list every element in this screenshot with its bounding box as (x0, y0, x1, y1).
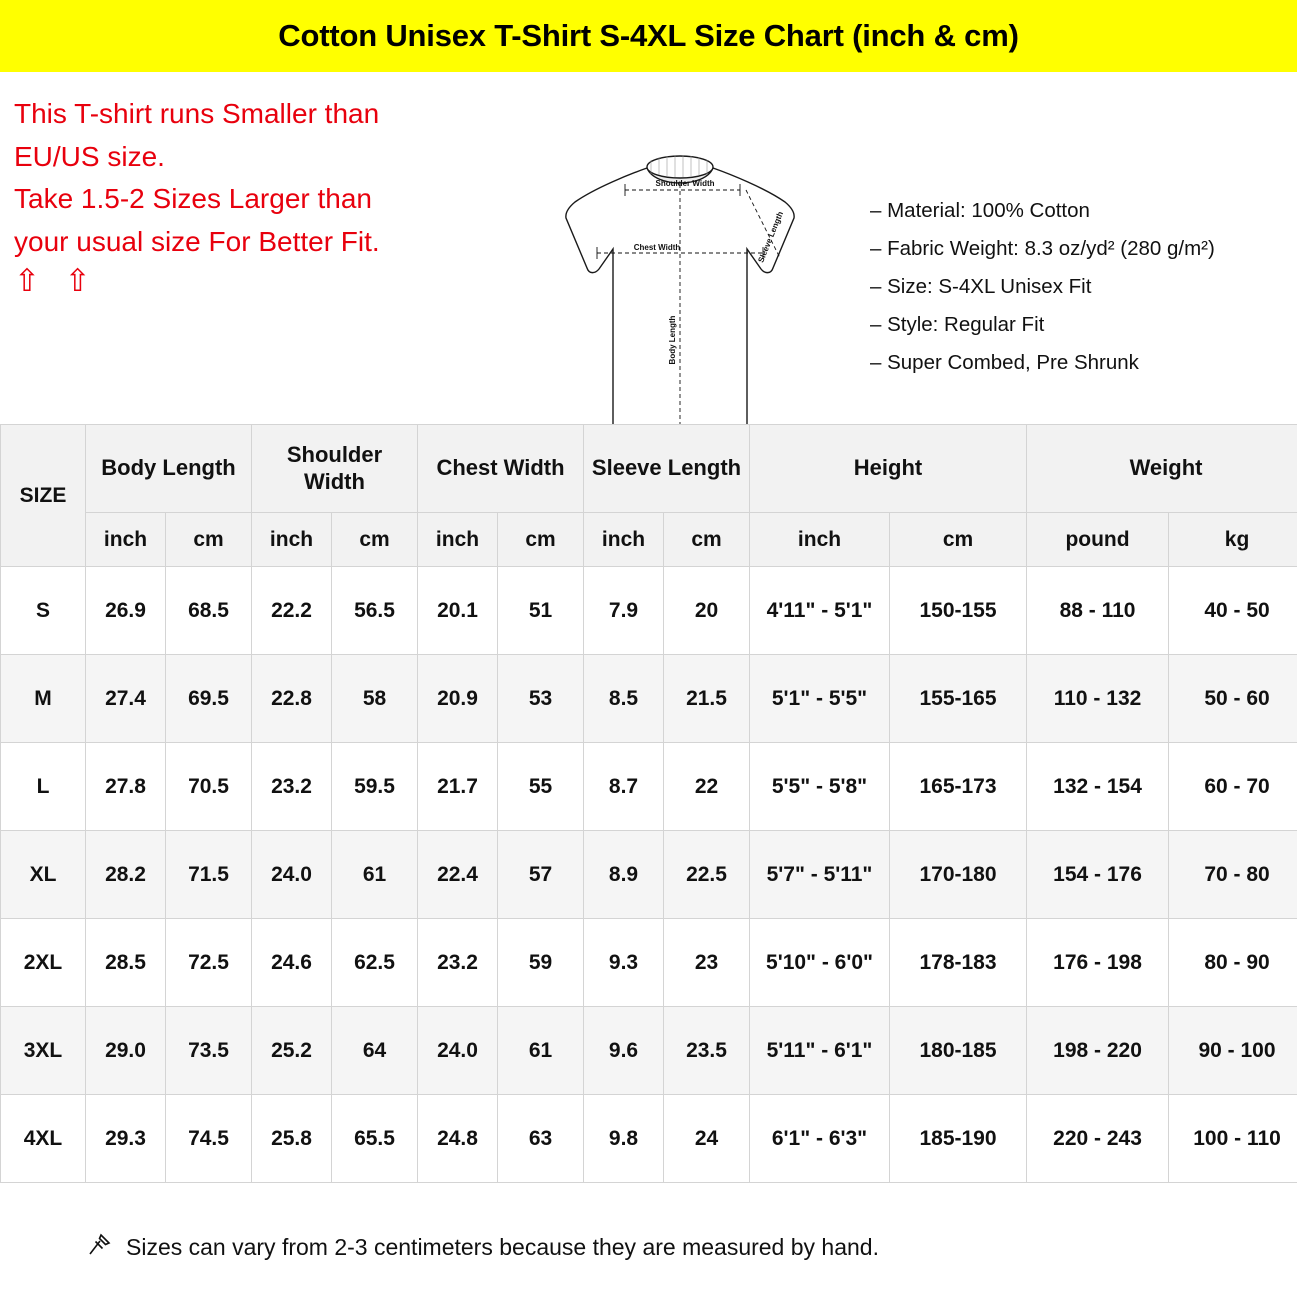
header-size: SIZE (1, 425, 86, 567)
fit-notice (0, 72, 500, 424)
cell-height-cm: 178-183 (890, 919, 1027, 1007)
cell-chest-inch: 22.4 (418, 831, 498, 919)
cell-body-inch: 28.2 (86, 831, 166, 919)
cell-shoulder-inch: 23.2 (252, 743, 332, 831)
footer-note: Sizes can vary from 2-3 centimeters because they are measured by hand. (126, 1233, 879, 1260)
unit-body-cm: cm (166, 513, 252, 567)
notice-line-4: your usual size For Better Fit. (14, 225, 380, 257)
cell-chest-cm: 53 (498, 655, 584, 743)
cell-shoulder-cm: 59.5 (332, 743, 418, 831)
cell-chest-inch: 24.8 (418, 1095, 498, 1183)
cell-sleeve-inch: 9.6 (584, 1007, 664, 1095)
unit-chest-cm: cm (498, 513, 584, 567)
cell-sleeve-inch: 8.7 (584, 743, 664, 831)
cell-height-inch: 6'1" - 6'3" (750, 1095, 890, 1183)
header-body-length: Body Length (86, 425, 252, 513)
cell-weight-pound: 220 - 243 (1027, 1095, 1169, 1183)
spec-item: – Material: 100% Cotton (870, 199, 1090, 222)
cell-body-cm: 73.5 (166, 1007, 252, 1095)
cell-height-inch: 5'1" - 5'5" (750, 655, 890, 743)
cell-shoulder-inch: 24.0 (252, 831, 332, 919)
cell-body-cm: 68.5 (166, 567, 252, 655)
header-height: Height (750, 425, 1027, 513)
cell-height-cm: 170-180 (890, 831, 1027, 919)
unit-weight-pound: pound (1027, 513, 1169, 567)
header-weight: Weight (1027, 425, 1297, 513)
cell-height-inch: 5'11" - 6'1" (750, 1007, 890, 1095)
cell-sleeve-cm: 24 (664, 1095, 750, 1183)
unit-height-cm: cm (890, 513, 1027, 567)
unit-chest-inch: inch (418, 513, 498, 567)
cell-shoulder-inch: 25.2 (252, 1007, 332, 1095)
cell-chest-inch: 23.2 (418, 919, 498, 1007)
cell-size: 4XL (1, 1095, 86, 1183)
cell-body-inch: 26.9 (86, 567, 166, 655)
cell-chest-cm: 61 (498, 1007, 584, 1095)
cell-chest-inch: 20.1 (418, 567, 498, 655)
cell-size: S (1, 567, 86, 655)
spec-item: – Super Combed, Pre Shrunk (870, 351, 1139, 375)
up-arrows-icon: ⇧ ⇧ (14, 263, 99, 299)
cell-body-inch: 29.3 (86, 1095, 166, 1183)
cell-chest-cm: 57 (498, 831, 584, 919)
cell-weight-pound: 198 - 220 (1027, 1007, 1169, 1095)
label-sleeve-length: Sleeve Length (756, 210, 786, 264)
table-row (1, 655, 1297, 743)
cell-sleeve-cm: 22 (664, 743, 750, 831)
cell-height-cm: 155-165 (890, 655, 1027, 743)
cell-sleeve-cm: 20 (664, 567, 750, 655)
cell-sleeve-inch: 7.9 (584, 567, 664, 655)
cell-body-cm: 72.5 (166, 919, 252, 1007)
cell-weight-kg: 80 - 90 (1169, 919, 1297, 1007)
product-specs (860, 72, 1297, 424)
table-row (1, 1095, 1297, 1183)
size-chart-table (0, 424, 1297, 1183)
size-table-area (0, 424, 1297, 1205)
unit-sleeve-cm: cm (664, 513, 750, 567)
cell-height-cm: 150-155 (890, 567, 1027, 655)
unit-sleeve-inch: inch (584, 513, 664, 567)
cell-body-inch: 27.8 (86, 743, 166, 831)
cell-weight-pound: 110 - 132 (1027, 655, 1169, 743)
cell-size: L (1, 743, 86, 831)
cell-body-inch: 27.4 (86, 655, 166, 743)
cell-body-cm: 69.5 (166, 655, 252, 743)
cell-sleeve-cm: 23.5 (664, 1007, 750, 1095)
cell-chest-inch: 20.9 (418, 655, 498, 743)
label-chest-width: Chest Width (633, 243, 681, 252)
cell-shoulder-cm: 58 (332, 655, 418, 743)
unit-weight-kg: kg (1169, 513, 1297, 567)
cell-chest-cm: 55 (498, 743, 584, 831)
cell-sleeve-inch: 9.8 (584, 1095, 664, 1183)
cell-body-inch: 29.0 (86, 1007, 166, 1095)
header-chest-width: Chest Width (418, 425, 584, 513)
header-sleeve-length: Sleeve Length (584, 425, 750, 513)
cell-shoulder-cm: 64 (332, 1007, 418, 1095)
cell-weight-pound: 88 - 110 (1027, 567, 1169, 655)
unit-shoulder-inch: inch (252, 513, 332, 567)
notice-line-2: EU/US size. (14, 140, 165, 172)
cell-weight-kg: 90 - 100 (1169, 1007, 1297, 1095)
header-shoulder-width: Shoulder Width (252, 425, 418, 513)
cell-height-cm: 185-190 (890, 1095, 1027, 1183)
table-row (1, 567, 1297, 655)
cell-shoulder-inch: 22.8 (252, 655, 332, 743)
cell-shoulder-cm: 61 (332, 831, 418, 919)
cell-shoulder-cm: 56.5 (332, 567, 418, 655)
spec-item: – Style: Regular Fit (870, 313, 1045, 337)
cell-sleeve-inch: 8.9 (584, 831, 664, 919)
cell-body-cm: 70.5 (166, 743, 252, 831)
cell-shoulder-inch: 25.8 (252, 1095, 332, 1183)
notice-line-3: Take 1.5-2 Sizes Larger than (14, 183, 372, 215)
cell-size: 2XL (1, 919, 86, 1007)
cell-shoulder-cm: 62.5 (332, 919, 418, 1007)
spec-item: – Size: S-4XL Unisex Fit (870, 275, 1092, 299)
cell-height-inch: 5'7" - 5'11" (750, 831, 890, 919)
cell-size: M (1, 655, 86, 743)
notice-line-1: This T-shirt runs Smaller than (14, 98, 380, 129)
cell-shoulder-inch: 22.2 (252, 567, 332, 655)
label-shoulder-width: Shoulder Width (655, 179, 715, 188)
cell-shoulder-cm: 65.5 (332, 1095, 418, 1183)
table-row (1, 1007, 1297, 1095)
cell-height-inch: 4'11" - 5'1" (750, 567, 890, 655)
pin-icon (86, 1232, 112, 1263)
cell-chest-cm: 59 (498, 919, 584, 1007)
footer-note-row (0, 1205, 1297, 1289)
cell-size: 3XL (1, 1007, 86, 1095)
label-body-length: Body Length (668, 315, 677, 365)
cell-weight-pound: 176 - 198 (1027, 919, 1169, 1007)
cell-chest-inch: 24.0 (418, 1007, 498, 1095)
cell-weight-pound: 154 - 176 (1027, 831, 1169, 919)
cell-weight-kg: 60 - 70 (1169, 743, 1297, 831)
cell-sleeve-cm: 22.5 (664, 831, 750, 919)
cell-shoulder-inch: 24.6 (252, 919, 332, 1007)
unit-body-inch: inch (86, 513, 166, 567)
table-row (1, 743, 1297, 831)
cell-weight-kg: 70 - 80 (1169, 831, 1297, 919)
unit-shoulder-cm: cm (332, 513, 418, 567)
table-group-header-row (1, 425, 1297, 513)
cell-body-cm: 74.5 (166, 1095, 252, 1183)
unit-height-inch: inch (750, 513, 890, 567)
cell-sleeve-cm: 23 (664, 919, 750, 1007)
table-unit-header-row (1, 513, 1297, 567)
tshirt-diagram (500, 72, 860, 424)
table-row (1, 831, 1297, 919)
cell-chest-inch: 21.7 (418, 743, 498, 831)
spec-item: – Fabric Weight: 8.3 oz/yd² (280 g/m²) (870, 237, 1215, 261)
cell-weight-kg: 100 - 110 (1169, 1095, 1297, 1183)
cell-chest-cm: 51 (498, 567, 584, 655)
title-bar (0, 0, 1297, 72)
cell-sleeve-inch: 8.5 (584, 655, 664, 743)
cell-height-inch: 5'10" - 6'0" (750, 919, 890, 1007)
cell-body-inch: 28.5 (86, 919, 166, 1007)
cell-height-inch: 5'5" - 5'8" (750, 743, 890, 831)
cell-weight-kg: 40 - 50 (1169, 567, 1297, 655)
cell-weight-pound: 132 - 154 (1027, 743, 1169, 831)
cell-sleeve-cm: 21.5 (664, 655, 750, 743)
cell-size: XL (1, 831, 86, 919)
table-row (1, 919, 1297, 1007)
cell-height-cm: 165-173 (890, 743, 1027, 831)
cell-chest-cm: 63 (498, 1095, 584, 1183)
cell-weight-kg: 50 - 60 (1169, 655, 1297, 743)
page-title: Cotton Unisex T-Shirt S-4XL Size Chart (inch & cm) (278, 18, 1019, 53)
top-info-section (0, 72, 1297, 424)
cell-sleeve-inch: 9.3 (584, 919, 664, 1007)
cell-height-cm: 180-185 (890, 1007, 1027, 1095)
cell-body-cm: 71.5 (166, 831, 252, 919)
